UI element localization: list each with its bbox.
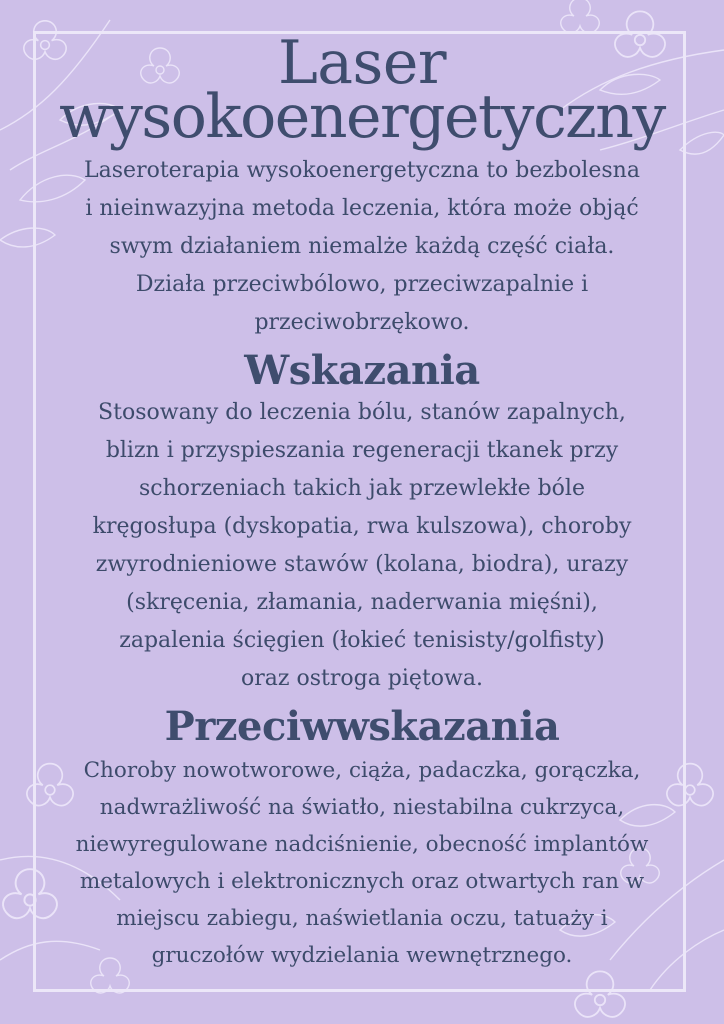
text-line: metalowych i elektronicznych oraz otwartych ran w <box>79 869 645 894</box>
poster-content <box>36 28 688 974</box>
text-line: gruczołów wydzielania wewnętrznego. <box>151 943 573 968</box>
title-line: Laser <box>277 28 447 98</box>
text-line: blizn i przyspieszania regeneracji tkanek przy <box>105 438 619 463</box>
text-line: oraz ostroga piętowa. <box>241 666 483 691</box>
text-line: (skręcenia, złamania, naderwania mięśni), <box>126 590 598 615</box>
text-line: kręgosłupa (dyskopatia, rwa kulszowa), choroby <box>92 514 632 539</box>
title-line: wysokoenergetyczny <box>59 82 665 152</box>
text-line: niewyregulowane nadciśnienie, obecność implantów <box>75 832 649 857</box>
text-line: i nieinwazyjna metoda leczenia, która może objąć <box>85 196 639 221</box>
text-line: Choroby nowotworowe, ciąża, padaczka, gorączka, <box>83 758 641 783</box>
text-line: nadwrażliwość na światło, niestabilna cukrzyca, <box>99 795 625 820</box>
text-line: przeciwobrzękowo. <box>254 310 470 335</box>
text-line: miejscu zabiegu, naświetlania oczu, tatuaży i <box>116 906 608 931</box>
text-line: zwyrodnieniowe stawów (kolana, biodra), urazy <box>95 552 629 577</box>
text-line: Stosowany do leczenia bólu, stanów zapalnych, <box>98 400 626 425</box>
contraindications-paragraph <box>36 752 688 974</box>
text-line: zapalenia ścięgien (łokieć tenisisty/golfisty) <box>119 628 605 653</box>
flower-illustration-icon <box>561 0 600 33</box>
text-line: schorzeniach takich jak przewlekłe bóle <box>139 476 585 501</box>
indications-heading: Wskazania <box>244 347 480 394</box>
text-line: swym działaniem niemalże każdą część ciała. <box>109 234 615 259</box>
indications-paragraph <box>36 394 688 698</box>
page-title <box>36 28 688 152</box>
text-line: Laseroterapia wysokoenergetyczna to bezbolesna <box>84 158 640 183</box>
intro-paragraph <box>36 152 688 342</box>
text-line: Działa przeciwbólowo, przeciwzapalnie i <box>135 272 589 297</box>
contraindications-heading: Przeciwwskazania <box>164 703 560 750</box>
